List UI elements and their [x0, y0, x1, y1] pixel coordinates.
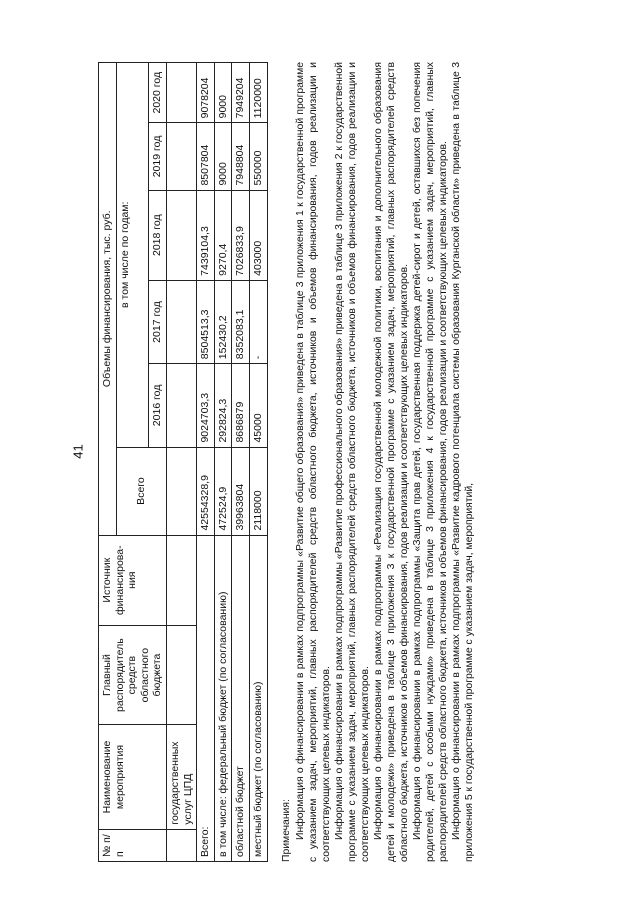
row-value: 1120000 [249, 63, 267, 123]
row-value: 403000 [249, 190, 267, 280]
header-name: Наименование мероприятия [99, 725, 167, 829]
table-row-federal [214, 63, 232, 862]
table-row-local [249, 63, 267, 862]
table-cell [166, 364, 196, 447]
header-source: Источник финансирова-ния [99, 535, 167, 625]
table-cell [166, 625, 196, 725]
row-value: 8686879 [232, 364, 250, 447]
header-num: № п/п [99, 829, 167, 861]
note-paragraph: Информация о финансировании в рамках подпрограммы «Развитие общего образования» приведена в таблице 3 приложения 1 к государственной программе с указанием задач, мероприятий, главных распорядителей средств областного бюджета, источников и объемов финансирования, годов реализации и соответствующих целевых индикаторов. [294, 62, 332, 862]
financing-table [98, 62, 268, 862]
row-value: 9078204 [197, 63, 215, 123]
row-value: 9270,4 [214, 190, 232, 280]
row-value: 9000 [214, 123, 232, 190]
row-label: Всего: [197, 535, 215, 861]
header-row-1 [99, 63, 117, 862]
header-year: 2019 год [149, 123, 167, 190]
header-year: 2020 год [149, 63, 167, 123]
row-label: местный бюджет (по согласованию) [249, 535, 267, 861]
table-cell [166, 447, 196, 535]
note-paragraph: Информация о финансировании в рамках подпрограммы «Защита прав детей, государственная поддержка детей-сирот и детей, оставшихся без попечения родителей, детей с особыми нуждами» приведена в таблице 3 приложения 4 к государственной программе с указанием задач, мероприятий, главных распорядителей средств областного бюджета, источников и объемов финансирования, годов реализации и соответствующих целевых индикаторов. [411, 62, 449, 862]
row-label: в том числе: федеральный бюджет (по согласованию) [214, 535, 232, 861]
header-volume: Объемы финансирования, тыс. руб. [99, 63, 117, 536]
table-cell [166, 63, 196, 123]
row-value: 8504513,3 [197, 280, 215, 363]
row-total: 472524,9 [214, 447, 232, 535]
landscape-content [98, 62, 598, 862]
note-paragraph: Информация о финансировании в рамках подпрограммы «Развитие профессионального образования» приведена в таблице 3 приложения 2 к государственной программе с указанием задач, мероприятий, главных распорядителей средств областного бюджета, источников и объемов финансирования, годов реализации и соответствующих целевых индикаторов. [333, 62, 371, 862]
row-value: 9024703,3 [197, 364, 215, 447]
row-total: 39963804 [232, 447, 250, 535]
table-cell [166, 535, 196, 625]
row-value: 7439104,3 [197, 190, 215, 280]
header-manager: Главный распорядитель средств областного бюджета [99, 625, 167, 725]
notes-heading: Примечания: [280, 799, 292, 862]
row-value: 8507804 [197, 123, 215, 190]
header-year: 2018 год [149, 190, 167, 280]
row-value: 9000 [214, 63, 232, 123]
row-value: 152430,2 [214, 280, 232, 363]
header-year: 2017 год [149, 280, 167, 363]
note-paragraph: Информация о финансировании в рамках подпрограммы «Реализация государственной молодежной политики, воспитания и дополнительного образования детей и молодежи» приведена в таблице 3 приложения 3 к государственной программе с указанием задач, мероприятий, главных распорядителей средств областного бюджета, источников и объемов финансирования, годов реализации и соответствующих целевых индикаторов. [372, 62, 410, 862]
table-cell [166, 280, 196, 363]
row-value: 7948804 [232, 123, 250, 190]
first-row-name: государственных услуг ЦПД [166, 725, 196, 829]
row-value: - [249, 280, 267, 363]
table-row [166, 63, 196, 862]
notes [280, 62, 476, 862]
row-value: 7026833,9 [232, 190, 250, 280]
row-value: 45000 [249, 364, 267, 447]
row-value: 550000 [249, 123, 267, 190]
table-row-total [197, 63, 215, 862]
row-value: 8352083,1 [232, 280, 250, 363]
row-total: 2118000 [249, 447, 267, 535]
table-cell [166, 190, 196, 280]
row-total: 42554328,9 [197, 447, 215, 535]
table-cell [166, 829, 196, 861]
header-by-years: в том числе по годам: [116, 63, 149, 448]
page-number: 41 [70, 444, 86, 459]
note-paragraph: Информация о финансировании в рамках подпрограммы «Развитие кадрового потенциала системы образования Курганской области» приведена в таблице 3 приложения 5 к государственной программе с указанием задач, мероприятий, [450, 62, 475, 862]
table-row-regional [232, 63, 250, 862]
row-value: 7949204 [232, 63, 250, 123]
row-label: областной бюджет [232, 535, 250, 861]
header-total: Всего [116, 447, 166, 535]
row-value: 292824,3 [214, 364, 232, 447]
header-year: 2016 год [149, 364, 167, 447]
table-cell [166, 123, 196, 190]
